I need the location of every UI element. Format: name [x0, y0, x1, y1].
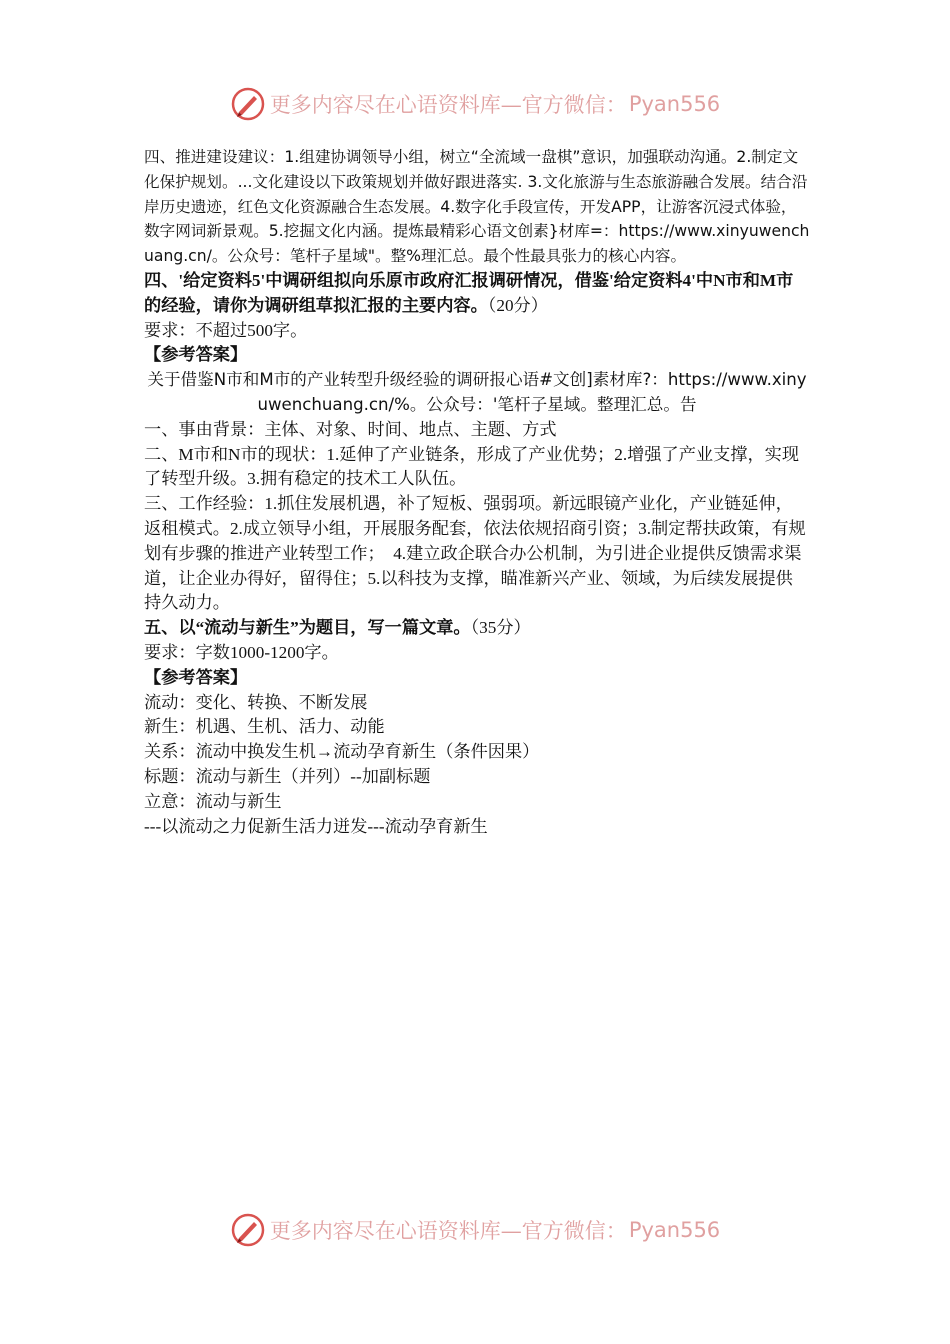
question-5-heading — [144, 616, 810, 641]
watermark-top — [0, 84, 950, 124]
pen-logo-icon — [230, 1212, 266, 1248]
question-5-answer-heading: 【参考答案】 — [144, 667, 248, 687]
watermark-text: 更多内容尽在心语资料库—官方微信： — [269, 1219, 627, 1243]
question-4-line-2: 二、M市和N市的现状：1.延伸了产业链条，形成了产业优势；2.增强了产业支撑，实现了转型升级。3.拥有稳定的技术工人队伍。 — [144, 444, 800, 489]
watermark-handle: Pyan556 — [628, 92, 721, 116]
question-5-line-5: 立意：流动与新生 — [144, 791, 282, 811]
pen-logo-icon — [230, 86, 266, 122]
watermark-text: 更多内容尽在心语资料库—官方微信： — [269, 93, 627, 117]
question-4-answer-title: 关于借鉴N市和M市的产业转型升级经验的调研报心语#文创]素材库?：https://www.xinyuwenchuang.cn/%。公众号：'笔杆子星域。整理汇总。告 — [147, 370, 807, 414]
question-5-requirement: 要求：字数1000-1200字。 — [144, 642, 339, 662]
question-5-score: （35分） — [470, 618, 531, 638]
question-4-answer-heading: 【参考答案】 — [144, 345, 248, 365]
question-4-line-1: 一、事由背景：主体、对象、时间、地点、主题、方式 — [144, 419, 557, 439]
question-4-line-3: 三、工作经验：1.抓住发展机遇，补了短板、强弱项。新远眼镜产业化，产业链延伸，返租模式。2.成立领导小组，开展服务配套，依法依规招商引资；3.制定帮扶政策，有规划有步骤的推进产业转型工作； 4.建立政企联合办公机制，为引进企业提供反馈需求渠道，让企业办得好，留得住；5.以科技为支撑，瞄准新兴产业、领域，为后续发展提供持久动力。 — [144, 494, 806, 613]
question-5-line-2: 新生：机遇、生机、活力、动能 — [144, 717, 385, 737]
watermark-handle: Pyan556 — [628, 1218, 721, 1242]
paragraph-suggestions: 四、推进建设建议：1.组建协调领导小组，树立“全流域一盘棋”意识，加强联动沟通。2.制定文化保护规划。...文化建设以下政策规划并做好跟进落实. 3.文化旅游与生态旅游融合发展。结合沿岸历史遗迹，红色文化资源融合生态发展。4.数字化手段宣传，开发APP，让游客沉浸式体验，数字网词新景观。5.挖掘文化内涵。提炼最精彩心语文创素}材库=：https://www.xinyuwenchuang.cn/。公众号：笔杆子星域"。整%理汇总。最个性最具张力的核心内容。 — [144, 148, 810, 266]
watermark-bottom — [0, 1210, 950, 1250]
question-5-line-4: 标题：流动与新生（并列）--加副标题 — [144, 766, 431, 786]
document-body — [144, 145, 810, 839]
question-4-heading — [144, 269, 810, 319]
question-5-line-6: ---以流动之力促新生活力迸发---流动孕育新生 — [144, 816, 488, 836]
question-5-line-3: 关系：流动中换发生机→流动孕育新生（条件因果） — [144, 742, 540, 762]
question-5-line-1: 流动：变化、转换、不断发展 — [144, 692, 368, 712]
question-4-score: （20分） — [487, 295, 548, 315]
question-5-title: 五、以“流动与新生”为题目，写一篇文章。 — [144, 618, 471, 638]
question-4-title: 四、'给定资料5'中调研组拟向乐原市政府汇报调研情况，借鉴'给定资料4'中N市和M市的经验，请你为调研组草拟汇报的主要内容。 — [144, 270, 794, 315]
question-4-requirement: 要求：不超过500字。 — [144, 320, 308, 340]
